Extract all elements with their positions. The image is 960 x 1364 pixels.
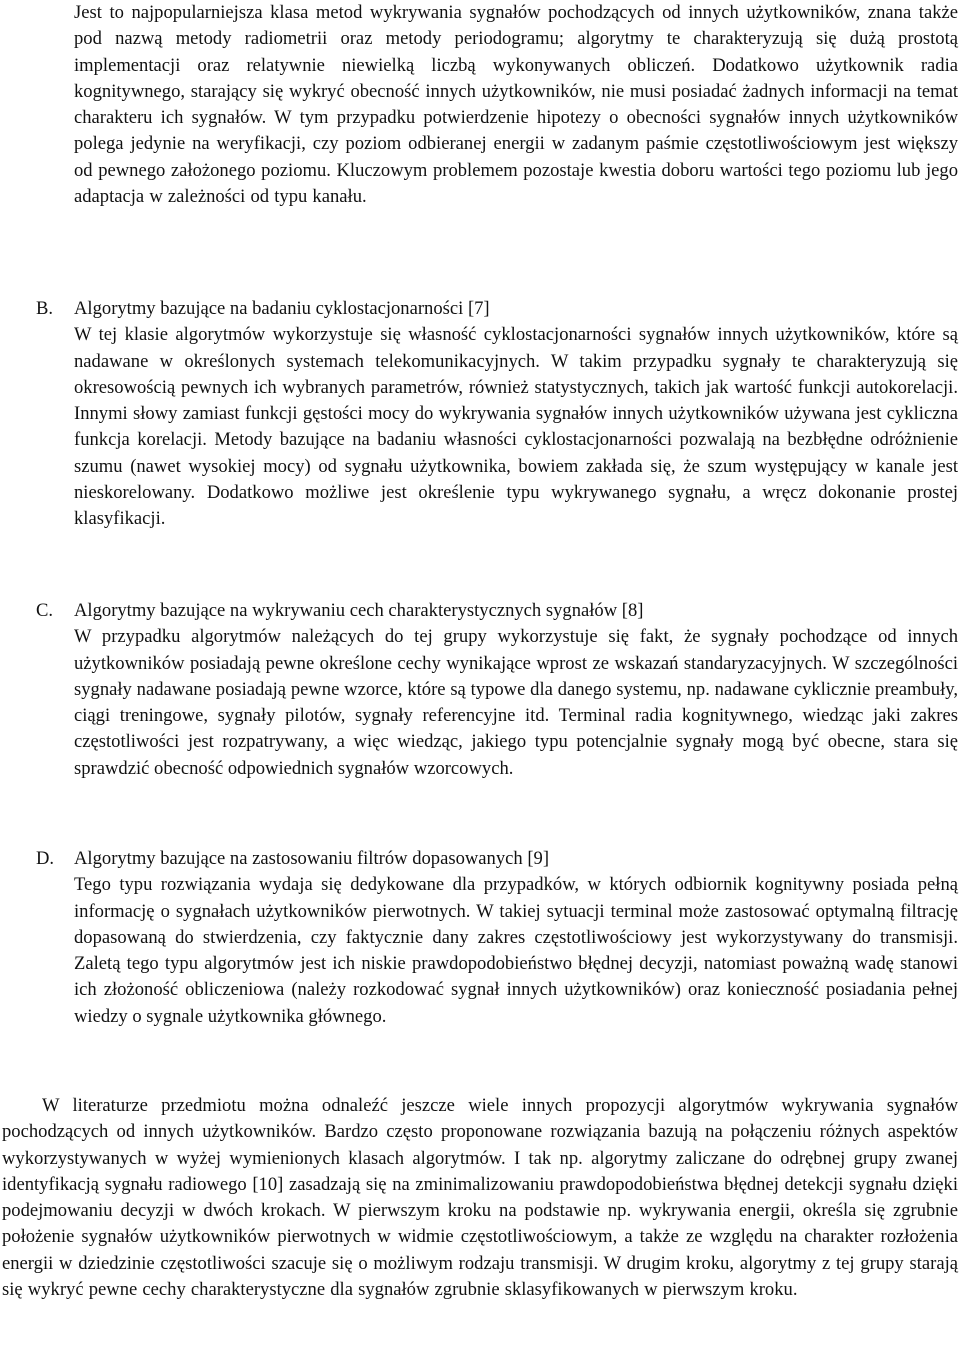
item-body: W przypadku algorytmów należących do tej grupy wykorzystuje się fakt, że sygnały pochodzące od innych użytkowników posiadają pewne określone cechy wynikające wprost ze wskazań standaryzacyjnych. W szczególności sygnały nadawane posiadają pewne wzorce, które są typowe dla danego systemu, np. nadawane cyklicznie preambuły, ciągi treningowe, sygnały pilotów, sygnały referencyjne itd. Terminal radia kognitywnego, wiedząc jaki zakres częstotliwości jest rozpatrywany, a więc wiedząc, jakiego typu potencjalnie sygnały mogą być obecne, stara się sprawdzić obecność odpowiednich sygnałów wzorcowych. [74, 626, 958, 779]
item-heading: Algorytmy bazujące na wykrywaniu cech charakterystycznych sygnałów [8] [74, 600, 644, 621]
item-body: W tej klasie algorytmów wykorzystuje się własność cyklostacjonarności sygnałów innych użytkowników, które są nadawane w określonych systemach telekomunikacyjnych. W takim przypadku sygnały te charakteryzują się okresowością pewnych ich wybranych parametrów, również statystycznych, takich jak wartość funkcji autokorelacji. Innymi słowy zamiast funkcji gęstości mocy do wykrywania sygnałów innych użytkowników używana jest cykliczna funkcja korelacji. Metody bazujące na badaniu własności cyklostacjonarności pozwalają na bezbłędne odróżnienie szumu (nawet wysokiej mocy) od sygnału użytkownika, bowiem zakłada się, że szum występujący w kanale jest nieskorelowany. Dodatkowo możliwe jest określenie typu wykrywanego sygnału, a wręcz dokonanie prostej klasyfikacji. [74, 324, 958, 530]
item-heading: Algorytmy bazujące na badaniu cyklostacjonarności [7] [74, 298, 490, 319]
outro-paragraph: W literaturze przedmiotu można odnaleźć jeszcze wiele innych propozycji algorytmów wykrywania sygnałów pochodzących od innych użytkowników. Bardzo często proponowane rozwiązania bazują na połączeniu różnych aspektów wykorzystywanych w wyżej wymienionych klasach algorytmów. I tak np. algorytmy zaliczane do odrębnej grupy zwanej identyfikacją sygnału radiowego [10] zasadzają się na zminimalizowaniu prawdopodobieństwa błędnej detekcji sygnału dzięki podejmowaniu decyzji w dwóch krokach. W pierwszym kroku na podstawie np. wykrywania energii, określa się zgrubnie położenie sygnałów użytkowników pierwotnych w widmie częstotliwościowym, a także ze względu na charakter rozłożenia energii w dziedzinie częstotliwości szacuje się o możliwym rodzaju transmisji. W drugim kroku, algorytmy z tej grupy starają się wykryć pewne cechy charakterystyczne dla sygnałów zgrubnie sklasyfikowanych w pierwszym kroku. [2, 1095, 958, 1301]
item-letter: D. [36, 848, 55, 869]
item-letter: C. [36, 600, 54, 621]
intro-paragraph: Jest to najpopularniejsza klasa metod wykrywania sygnałów pochodzących od innych użytkowników, znana także pod nazwą metody radiometrii oraz metody periodogramu; algorytmy te charakteryzują się dużą prostotą implementacji oraz relatywnie niewielką liczbą wykonywanych obliczeń. Dodatkowo użytkownik radia kognitywnego, starający się wykryć obecność innych użytkowników, nie musi posiadać żadnych informacji na temat charakteru ich sygnałów. W tym przypadku potwierdzenie hipotezy o obecności sygnałów innych użytkowników polega jedynie na weryfikacji, czy poziom odbieranej energii w zadanym paśmie częstotliwościowym jest większy od pewnego założonego poziomu. Kluczowym problemem pozostaje kwestia doboru wartości tego poziomu lub jego adaptacja w zależności od typu kanału. [74, 2, 958, 208]
item-body: Tego typu rozwiązania wydaja się dedykowane dla przypadków, w których odbiornik kognitywny posiada pełną informację o sygnałach użytkowników pierwotnych. W takiej sytuacji terminal może zastosować optymalną filtrację dopasowaną do stwierdzenia, czy faktycznie dany zakres częstotliwościowy jest wykorzystywany do transmisji. Zaletą tego typu algorytmów jest ich niskie prawdopodobieństwo błędnej decyzji, natomiast poważną wadę stanowi ich złożoność obliczeniowa (należy rozkodować sygnał innych użytkowników) oraz konieczność posiadania pełnej wiedzy o sygnale użytkownika głównego. [74, 874, 958, 1027]
item-letter: B. [36, 298, 54, 319]
item-heading: Algorytmy bazujące na zastosowaniu filtrów dopasowanych [9] [74, 848, 550, 869]
